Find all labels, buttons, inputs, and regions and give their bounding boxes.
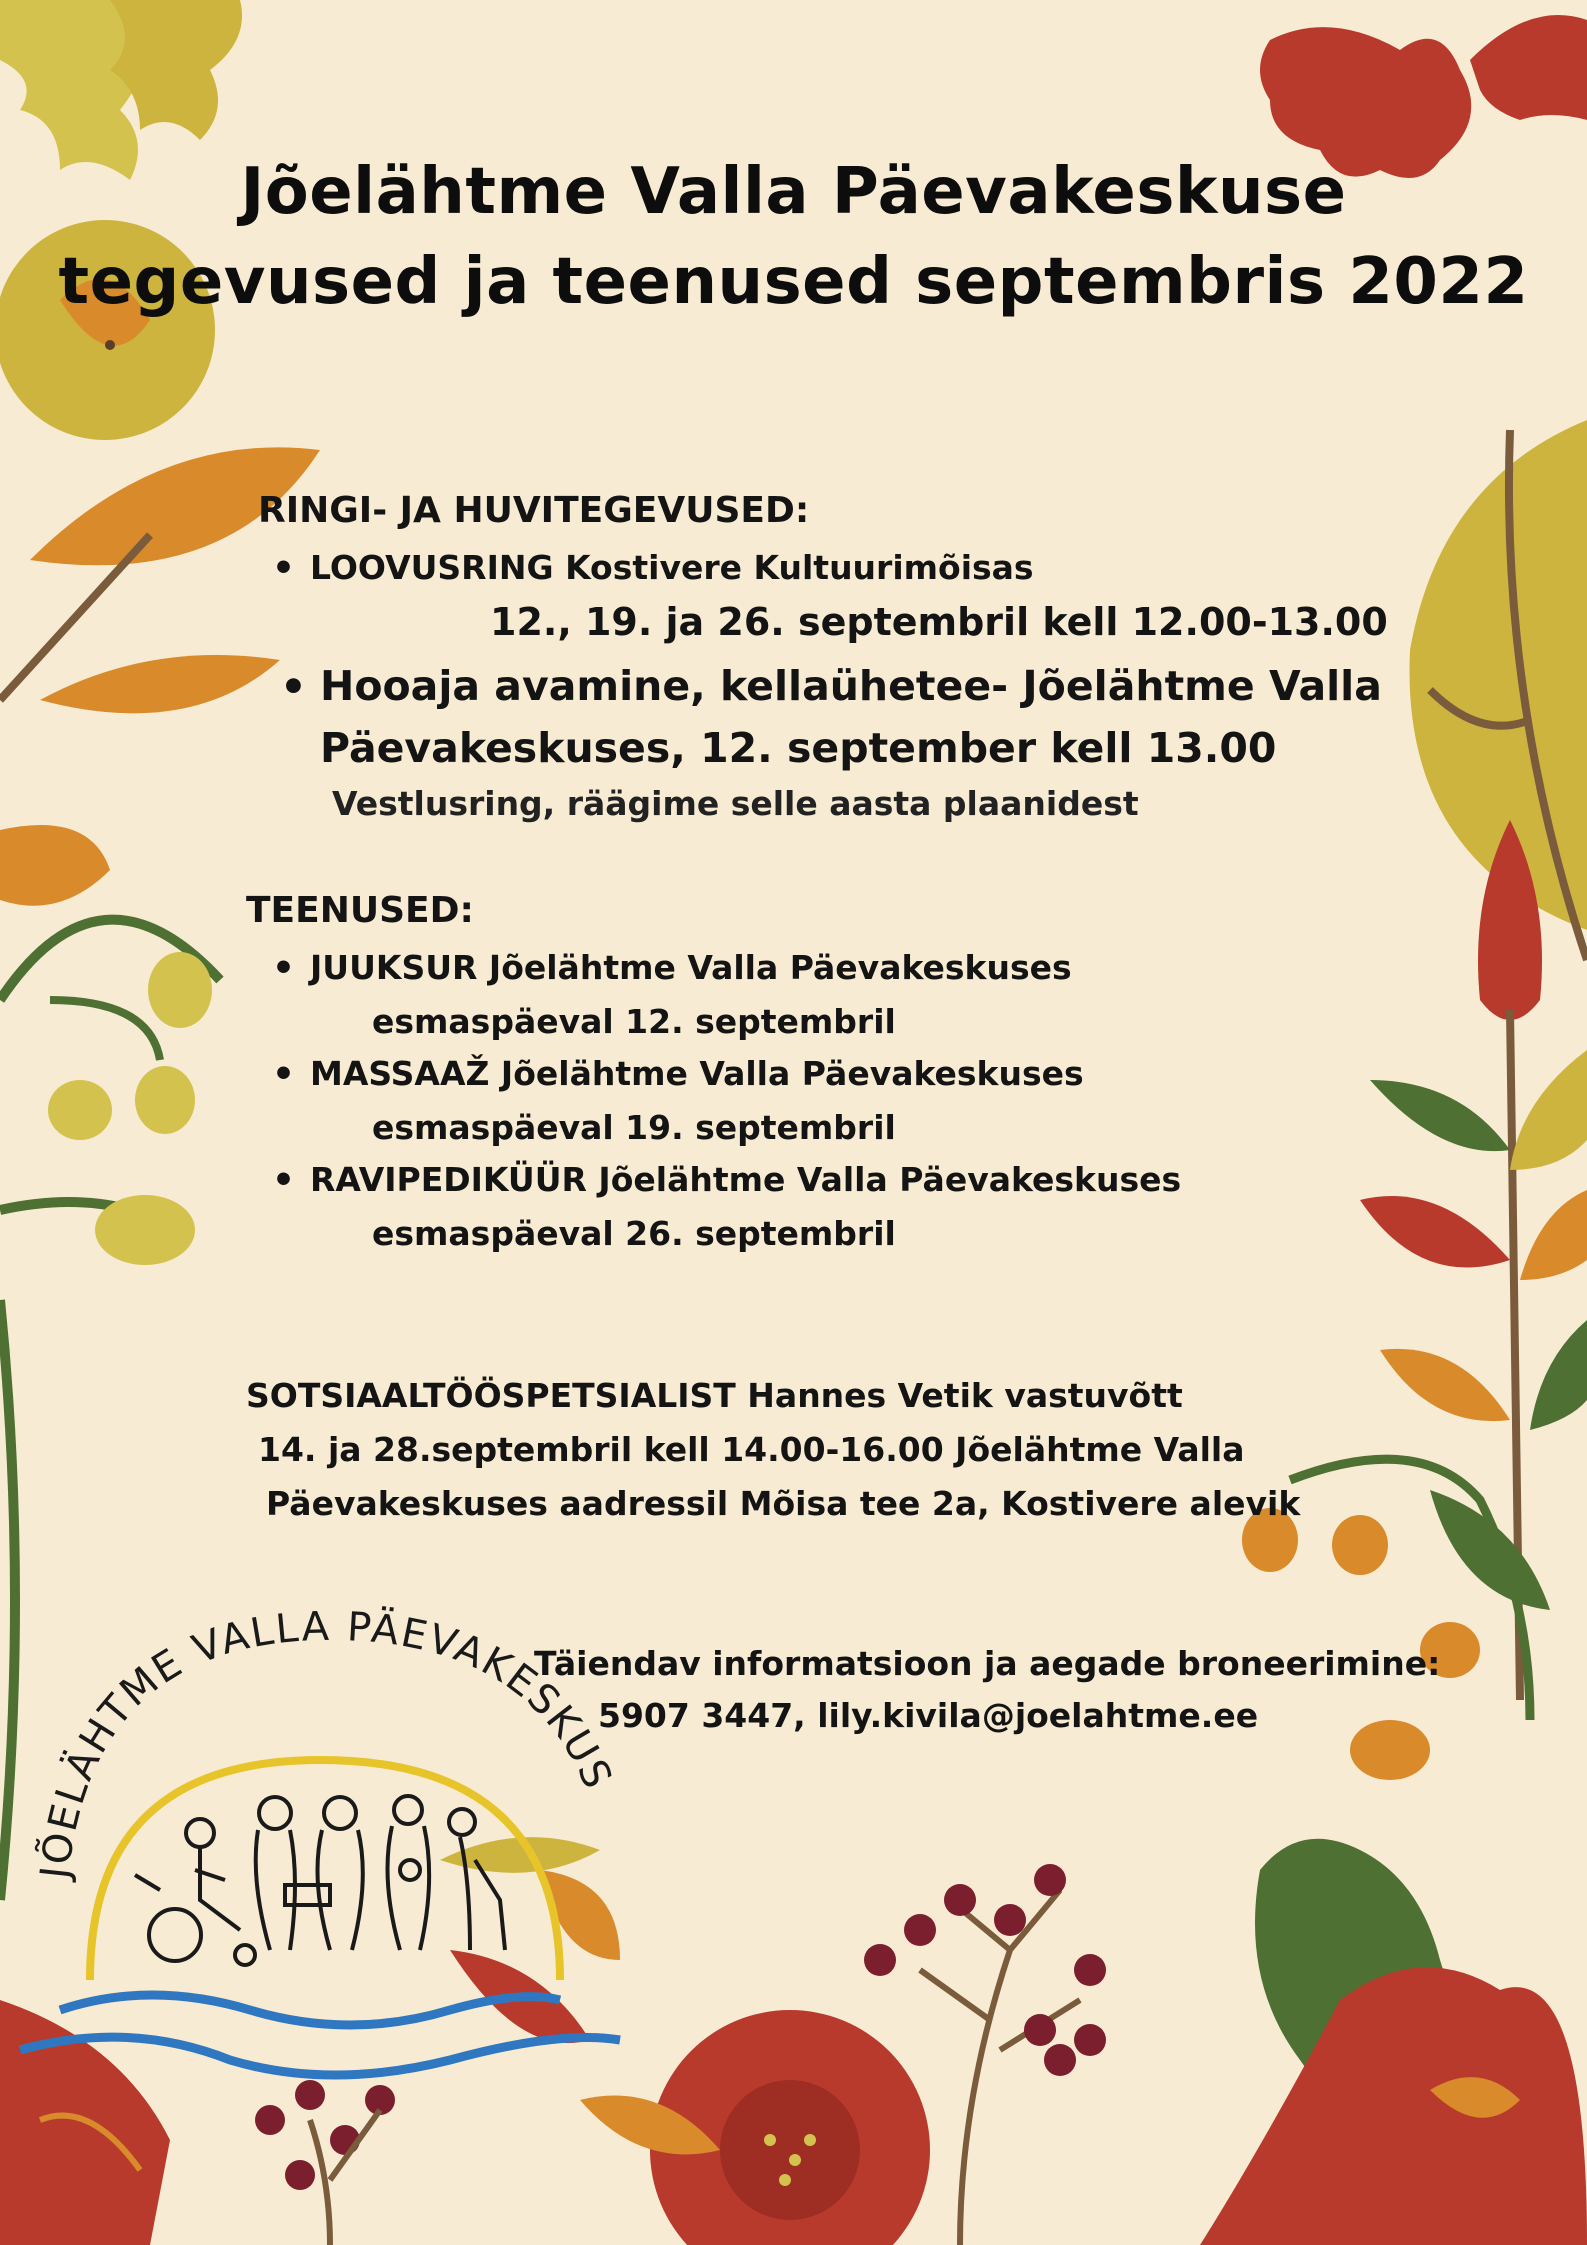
service-massaaz — [310, 1054, 1084, 1093]
service-name: RAVIPEDIKÜÜR — [310, 1160, 587, 1199]
contact-details: 5907 3447, lily.kivila@joelahtme.ee — [598, 1696, 1259, 1735]
activity-note: Vestlusring, räägime selle aasta plaanidest — [332, 784, 1139, 823]
yellow-leaf-decoration — [1510, 1050, 1587, 1170]
page-title-line1: Jõelähtme Valla Päevakeskuse — [240, 155, 1347, 229]
activity-place: Kostivere Kultuurimõisas — [553, 548, 1034, 587]
orange-leaf-decoration — [0, 825, 110, 906]
page-title-line2: tegevused ja teenused septembris 2022 — [58, 245, 1529, 319]
service-date: esmaspäeval 26. septembril — [372, 1214, 896, 1253]
red-leaf-decoration — [1360, 1196, 1510, 1268]
service-juuksur — [310, 948, 1072, 987]
activity-season-opening-date: Päevakeskuses, 12. september kell 13.00 — [320, 724, 1277, 772]
service-name: MASSAAŽ — [310, 1054, 490, 1093]
social-worker-title: SOTSIAALTÖÖSPETSIALIST — [246, 1376, 736, 1415]
logo-wave — [60, 1995, 560, 2025]
orange-leaf-decoration — [1520, 1190, 1587, 1280]
section-heading-teenused: TEENUSED: — [246, 890, 474, 931]
service-place: Jõelähtme Valla Päevakeskuses — [477, 948, 1072, 987]
green-leaf-decoration — [1370, 1080, 1510, 1151]
social-worker-line1 — [246, 1376, 1183, 1415]
red-leaf-decoration — [1470, 15, 1587, 120]
bullet: • — [272, 1054, 296, 1095]
service-name: JUUKSUR — [310, 948, 478, 987]
green-leaf-decoration — [1430, 1490, 1550, 1610]
green-leaf-decoration — [1530, 1320, 1587, 1430]
bullet: • — [272, 548, 296, 589]
red-flower-decoration — [1200, 1967, 1587, 2245]
activity-dates: 12., 19. ja 26. septembril kell 12.00-13.00 — [490, 600, 1388, 644]
service-date: esmaspäeval 19. septembril — [372, 1108, 896, 1147]
social-worker-line2: 14. ja 28.septembril kell 14.00-16.00 Jõelähtme Valla — [258, 1430, 1245, 1469]
orange-leaf-decoration — [1380, 1349, 1510, 1421]
activity-name: LOOVUSRING — [310, 548, 554, 587]
bullet: • — [272, 948, 296, 989]
service-date: esmaspäeval 12. septembril — [372, 1002, 896, 1041]
activity-season-opening: Hooaja avamine, kellaühetee- Jõelähtme Valla — [320, 662, 1382, 710]
service-place: Jõelähtme Valla Päevakeskuses — [586, 1160, 1182, 1199]
social-worker-name: Hannes Vetik vastuvõtt — [735, 1376, 1183, 1415]
bullet: • — [280, 662, 307, 711]
holly-leaf-decoration — [110, 0, 242, 140]
logo-text: JÕELÄHTME VALLA PÄEVAKESKUS — [32, 1603, 621, 1881]
orange-leaf-decoration — [40, 655, 280, 713]
people-illustration — [135, 1796, 505, 1965]
service-place: Jõelähtme Valla Päevakeskuses — [489, 1054, 1084, 1093]
social-worker-line3: Päevakeskuses aadressil Mõisa tee 2a, Kostivere alevik — [266, 1484, 1301, 1523]
contact-heading: Täiendav informatsioon ja aegade broneerimine: — [534, 1644, 1441, 1683]
section-heading-ringi: RINGI- JA HUVITEGEVUSED: — [258, 490, 810, 531]
bell-flower-decoration — [148, 952, 212, 1028]
bullet: • — [272, 1160, 296, 1201]
service-ravipedikyyr — [310, 1160, 1181, 1199]
activity-loovusring — [310, 548, 1034, 587]
